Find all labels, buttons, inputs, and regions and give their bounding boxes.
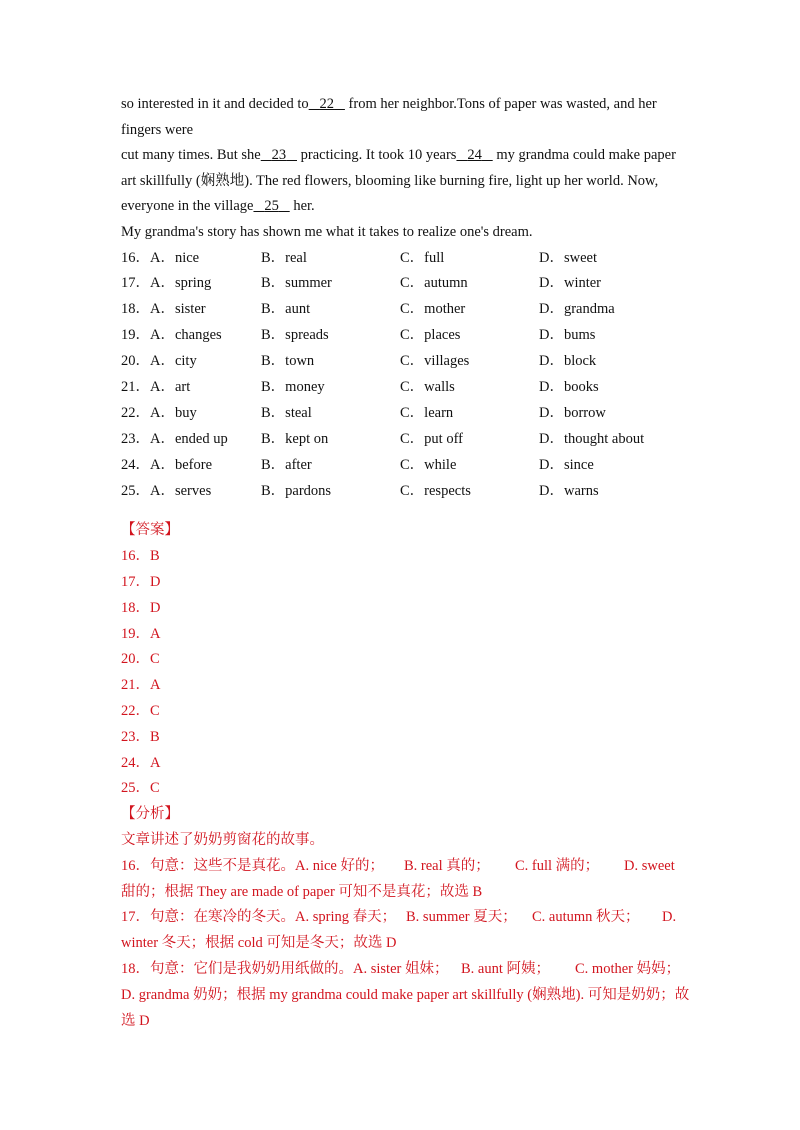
option-row (121, 297, 681, 323)
option-row (121, 479, 681, 505)
option-a: 18．A．sister (121, 301, 206, 318)
explanation-18-line3: 选 D (121, 1012, 150, 1029)
answer-item: 16．B (121, 548, 160, 565)
passage-line (121, 143, 681, 169)
option-b: B．pardons (261, 482, 332, 499)
document-page (121, 92, 690, 1034)
option-row (121, 349, 681, 375)
explanation-16-line2: 甜的；根据 They are made of paper 可知不是真花；故选 B (121, 883, 483, 900)
option-row (121, 271, 681, 297)
explanation-text: C. autumn 秋天； (532, 909, 640, 926)
option-c: C．while (400, 456, 457, 473)
explanation-17-line2: winter 冬天；根据 cold 可知是冬天；故选 D (121, 935, 397, 952)
option-c: C．respects (400, 482, 471, 499)
blank-number: 24 (467, 147, 482, 164)
option-row (121, 246, 681, 272)
passage-line (121, 92, 681, 118)
analysis-summary: 文章讲述了奶奶剪窗花的故事。 (121, 832, 324, 849)
explanation-16-line1 (121, 854, 681, 880)
passage-text: practicing. It took 10 years (300, 147, 457, 164)
passage-text: from her neighbor.Tons of paper was wasted, and her (348, 96, 657, 112)
explanation-text: B. summer 夏天； (406, 909, 517, 926)
answer-heading: 【答案】 (121, 522, 179, 539)
option-c: C．walls (400, 379, 455, 396)
explanation-text: 16．句意：这些不是真花。A. nice 好的； (121, 857, 384, 874)
explanation-text: B. real 真的； (404, 857, 490, 874)
option-c: C．villages (400, 353, 470, 370)
analysis-section (121, 802, 690, 1034)
answer-item: 24．A (121, 754, 161, 771)
answer-section (121, 518, 681, 802)
option-b: B．aunt (261, 301, 311, 318)
option-row (121, 375, 681, 401)
blank-22 (309, 92, 345, 118)
option-d: D．winter (539, 275, 602, 292)
blank-23 (261, 143, 297, 169)
passage-line (121, 194, 681, 220)
explanation-text: D. (662, 909, 677, 926)
passage-line: My grandma's story has shown me what it takes to realize one's dream. (121, 223, 533, 240)
option-row (121, 427, 681, 453)
passage-text: everyone in the village (121, 198, 254, 215)
answer-item: 19．A (121, 625, 161, 642)
explanation-text: 18．句意：它们是我奶奶用纸做的。A. sister 姐妹； (121, 961, 449, 978)
option-d: D．since (539, 456, 594, 473)
explanation-text: C. mother 妈妈； (575, 961, 681, 978)
option-d: D．borrow (539, 404, 606, 421)
answer-item: 18．D (121, 599, 161, 616)
option-b: B．steal (261, 404, 312, 421)
explanation-17-line1 (121, 905, 681, 931)
explanation-text: 17．句意：在寒冷的冬天。A. spring 春天； (121, 909, 397, 926)
blank-25 (253, 194, 289, 220)
explanation-text: B. aunt 阿姨； (461, 961, 551, 978)
answer-item: 17．D (121, 574, 161, 591)
blank-24 (456, 143, 492, 169)
passage-line: fingers were (121, 121, 194, 138)
passage-line: art skillfully (娴熟地). The red flowers, blooming like burning fire, light up her world. Now, (121, 172, 659, 189)
answer-item: 21．A (121, 677, 161, 694)
analysis-heading: 【分析】 (121, 806, 179, 823)
blank-number: 25 (264, 198, 279, 215)
blank-number: 23 (271, 147, 287, 164)
passage (121, 92, 681, 246)
option-a: 22．A．buy (121, 404, 197, 421)
answer-item: 22．C (121, 703, 160, 720)
option-c: C．mother (400, 301, 466, 318)
option-d: D．block (539, 353, 597, 370)
option-a: 19．A．changes (121, 327, 222, 344)
option-b: B．town (261, 353, 315, 370)
blank-number: 22 (319, 96, 335, 112)
option-d: D．books (539, 379, 599, 396)
option-a: 23．A．ended up (121, 430, 228, 447)
option-c: C．put off (400, 430, 463, 447)
option-a: 25．A．serves (121, 482, 212, 499)
option-c: C．learn (400, 404, 454, 421)
spacer (121, 504, 681, 518)
option-b: B．spreads (261, 327, 329, 344)
option-c: C．autumn (400, 275, 468, 292)
option-d: D．warns (539, 482, 599, 499)
option-a: 24．A．before (121, 456, 213, 473)
answer-item: 20．C (121, 651, 160, 668)
passage-text: cut many times. But she (121, 147, 261, 164)
answer-item: 25．C (121, 780, 160, 797)
explanation-text: C. full 满的； (515, 857, 600, 874)
option-c: C．full (400, 249, 445, 266)
option-a: 16．A．nice (121, 249, 200, 266)
option-a: 17．A．spring (121, 275, 212, 292)
option-d: D．thought about (539, 430, 645, 447)
answer-item: 23．B (121, 728, 160, 745)
option-row (121, 453, 681, 479)
option-b: B．summer (261, 275, 332, 292)
option-d: D．grandma (539, 301, 615, 318)
option-b: B．kept on (261, 430, 329, 447)
options-list (121, 246, 681, 505)
option-b: B．money (261, 379, 325, 396)
explanation-18-line1 (121, 957, 681, 983)
option-a: 20．A．city (121, 353, 197, 370)
passage-text: my grandma could make paper (496, 147, 676, 164)
explanation-18-line2: D. grandma 奶奶；根据 my grandma could make paper art skillfully (娴熟地). 可知是奶奶；故 (121, 986, 690, 1003)
option-b: B．real (261, 249, 307, 266)
passage-text: her. (293, 198, 315, 215)
passage-text: so interested in it and decided to (121, 96, 309, 112)
explanation-text: D. sweet (624, 857, 675, 874)
option-d: D．bums (539, 327, 596, 344)
option-b: B．after (261, 456, 312, 473)
option-a: 21．A．art (121, 379, 191, 396)
option-row (121, 401, 681, 427)
option-c: C．places (400, 327, 461, 344)
option-d: D．sweet (539, 249, 597, 266)
option-row (121, 323, 681, 349)
